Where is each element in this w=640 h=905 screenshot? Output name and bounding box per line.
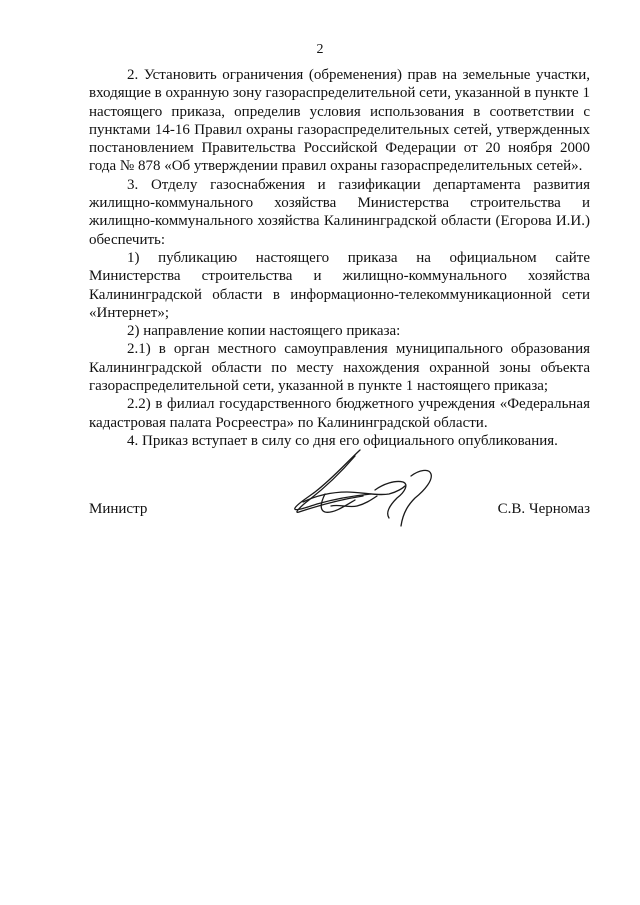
paragraph-2: 2. Установить ограничения (обременения) прав на земельные участки, входящие в охранную зону газораспределительной сети, указанной в пункте 1 настоящего приказа, определив условия использования в соответствии с пунктами 14-16 Правил охраны газораспределительных сетей, утвержденных постановлением Правительства Российской Федерации от 20 ноября 2000 года № 878 «Об утверждении правил охраны газораспределительных сетей». <box>89 67 590 175</box>
document-body <box>89 66 590 450</box>
paragraph-4: 4. Приказ вступает в силу со дня его официального опубликования. <box>127 432 558 449</box>
signer-name: С.В. Черномаз <box>497 501 590 517</box>
subitem-1: 1) публикацию настоящего приказа на официальном сайте Министерства строительства и жилищно-коммунального хозяйства Калининградской области в информационно-телекоммуникационной сети «Интернет»; <box>89 249 590 321</box>
signer-position: Министр <box>89 501 148 517</box>
page-number: 2 <box>316 42 324 57</box>
subitem-2-1: 2.1) в орган местного самоуправления муниципального образования Калининградской области по месту нахождения охранной зоны объекта газораспределительной сети, указанной в пункте 1 настоящего приказа; <box>89 341 590 395</box>
subitem-2: 2) направление копии настоящего приказа: <box>127 323 401 340</box>
signature-block <box>89 500 590 520</box>
paragraph-3: 3. Отделу газоснабжения и газификации департамента развития жилищно-коммунального хозяйства Министерства строительства и жилищно-коммунального хозяйства Калининградской области (Егорова И.И.) обеспечить: <box>89 176 590 248</box>
subitem-2-2: 2.2) в филиал государственного бюджетного учреждения «Федеральная кадастровая палата Росреестра» по Калининградской области. <box>89 396 590 431</box>
